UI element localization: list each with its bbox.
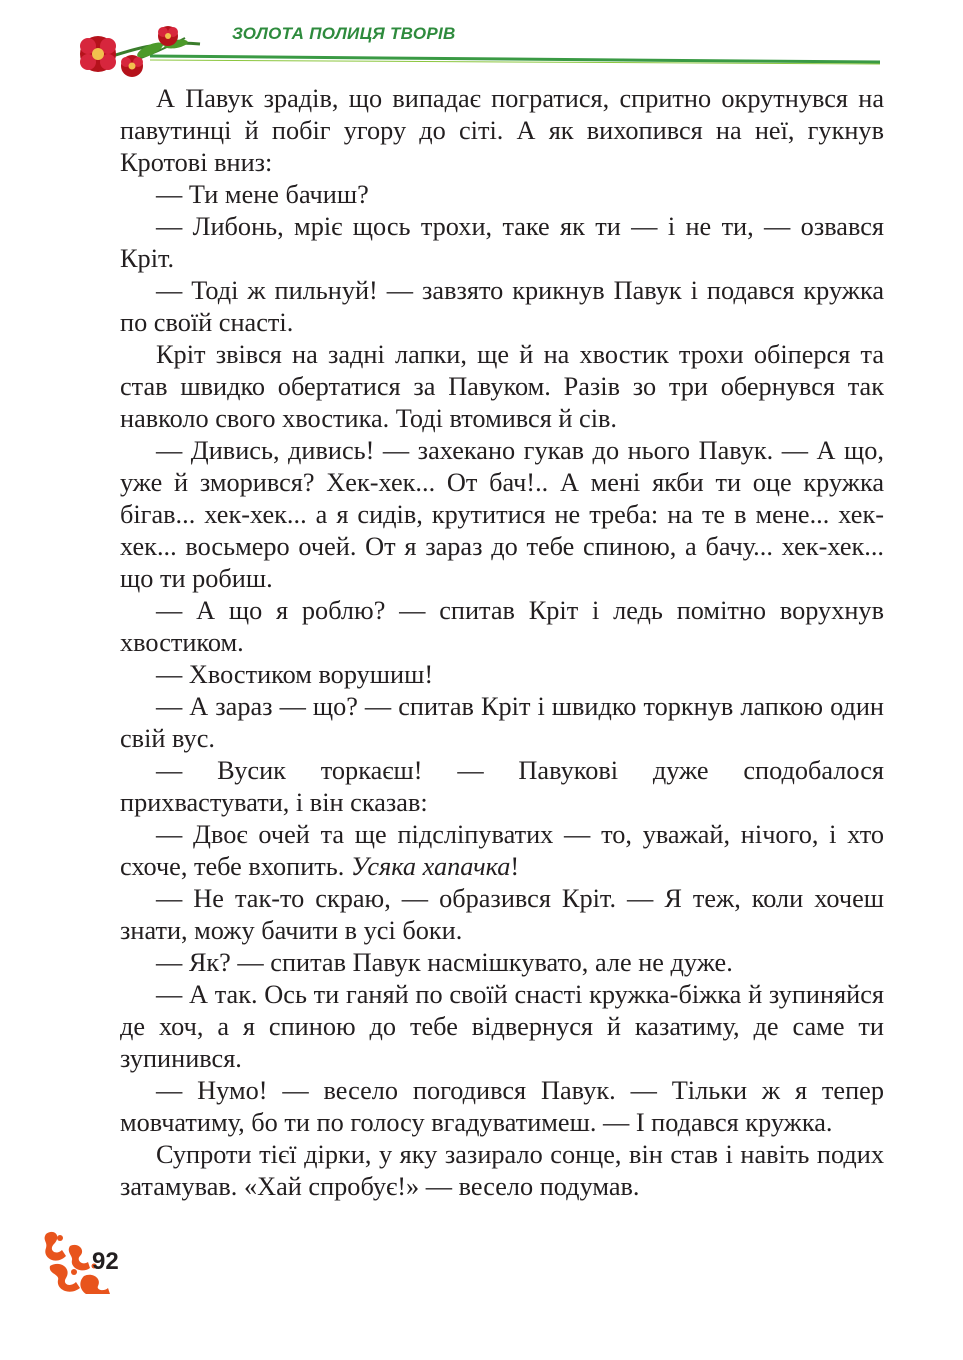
paragraph: — Нумо! — весело погодився Павук. — Тільки ж я тепер мовчатиму, бо ти по голосу вгадуватимеш. — І подався кружка. <box>120 1076 884 1137</box>
paragraph: — Тоді ж пильнуй! — завзято крикнув Павук і подався кружка по своїй снасті. <box>120 276 884 337</box>
page-number: 92 <box>92 1248 119 1275</box>
paragraph: — А зараз — що? — спитав Кріт і швидко торкнув лапкою один свій вус. <box>120 692 884 753</box>
emphasized-phrase: Усяка хапачка <box>350 852 511 881</box>
paragraph: — Дивись, дивись! — захекано гукав до нього Павук. — А що, уже й зморився? Хек-хек... От бач!.. А мені якби ти оце кружка бігав... хек-хек... а я сидів, крутитися не треба: на те в мене... хек-хек... восьмеро очей. От я зараз до тебе спиною, а бачу... хек-хек... що ти робиш. <box>120 436 884 593</box>
paragraph: Супроти тієї дірки, у яку зазирало сонце, він став і навіть подих затамував. «Хай спробує!» — весело подумав. <box>120 1140 884 1201</box>
small-flower-icon <box>121 55 143 77</box>
story-text <box>120 83 884 1203</box>
paragraph-text: ! <box>510 852 520 881</box>
paragraph: Кріт звівся на задні лапки, ще й на хвостик трохи обіперся та став швидко обертатися за Павуком. Разів зо три обернувся так навколо свого хвостика. Тоді втомився й сів. <box>120 340 884 433</box>
paragraph: — Не так-то скраю, — образився Кріт. — Я теж, коли хочеш знати, можу бачити в усі боки. <box>120 884 884 945</box>
paragraph: А Павук зрадів, що випадає погратися, спритно окрутнувся на павутинці й побіг угору до сіті. А як вихопився на неї, гукнув Кротові вниз: <box>120 84 884 177</box>
top-flower-icon <box>158 26 178 46</box>
paragraph: — А що я роблю? — спитав Кріт і ледь помітно ворухнув хвостиком. <box>120 596 884 657</box>
paragraph: — Хвостиком ворушиш! <box>156 660 434 689</box>
paragraph: — Либонь, мріє щось трохи, таке як ти — і не ти, — озвався Кріт. <box>120 212 884 273</box>
paragraph: — Ти мене бачиш? <box>156 180 369 209</box>
paragraph-text: — Двоє очей та ще підсліпуватих — то, уважай, нічого, і хто схоче, тебе вхопить. <box>120 820 884 881</box>
paragraph: — А так. Ось ти ганяй по своїй снасті кружка-біжка й зупиняйся де хоч, а я спиною до тебе відвернуся й казатиму, де саме ти зупинився. <box>120 980 884 1073</box>
paragraph: — Вусик торкаєш! — Павукові дуже сподобалося прихвастувати, і він сказав: <box>120 756 884 817</box>
paragraph <box>120 819 884 883</box>
running-header-title: ЗОЛОТА ПОЛИЦЯ ТВОРІВ <box>232 24 456 43</box>
flower-icon <box>80 36 116 72</box>
paragraph: — Як? — спитав Павук насмішкувато, але не дуже. <box>156 948 733 977</box>
header-ornament <box>0 0 963 90</box>
page-header <box>0 0 963 90</box>
